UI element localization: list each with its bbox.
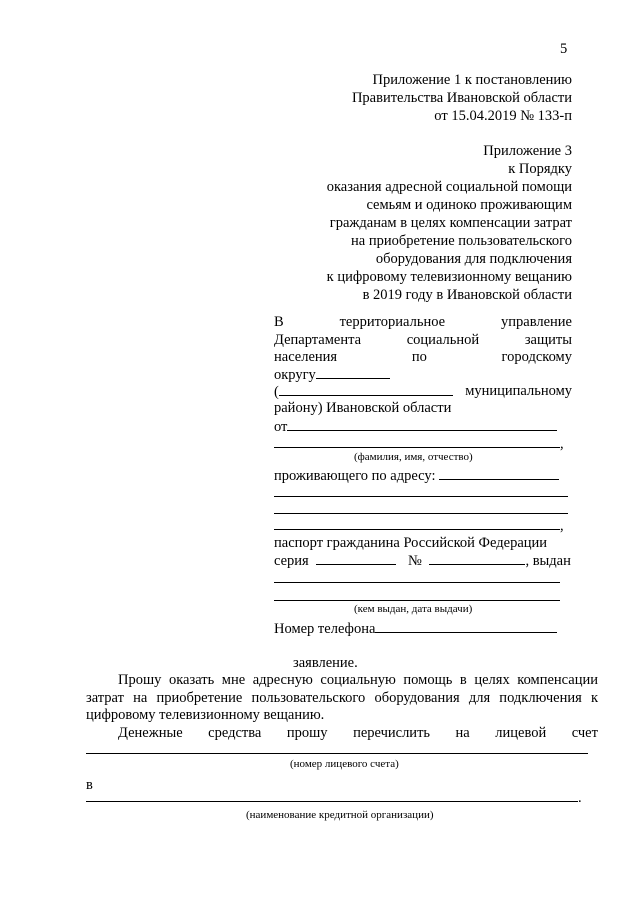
- address-field-1[interactable]: [439, 466, 559, 480]
- address-field-3[interactable]: [274, 513, 568, 514]
- addressee-row-6: району) Ивановской области: [274, 400, 452, 416]
- header-line-2: Правительства Ивановской области: [351, 90, 572, 106]
- series-field[interactable]: [316, 551, 396, 565]
- appendix-line: семьям и одиноко проживающим: [366, 197, 572, 213]
- appendix-line: в 2019 году в Ивановской области: [362, 287, 572, 303]
- addressee-row-3: населения по городскому: [274, 349, 572, 365]
- header-line-3: от 15.04.2019 № 133-п: [434, 108, 572, 124]
- bank-name-field[interactable]: [86, 788, 578, 802]
- passport-line: паспорт гражданина Российской Федерации: [274, 535, 548, 551]
- funds-row: Денежные средства прошу перечислить на лицевой счет: [118, 725, 598, 741]
- appendix-line: к цифровому телевизионному вещанию: [326, 269, 572, 285]
- addressee-row-1: В территориальное управление: [274, 314, 572, 330]
- paragraph-line-3: цифровому телевизионному вещанию.: [86, 707, 325, 723]
- addressee-row-5: ( муниципальному: [274, 383, 572, 400]
- appendix-line: оказания адресной социальной помощи: [326, 179, 572, 195]
- appendix-line: гражданам в целях компенсации затрат: [329, 215, 572, 231]
- in-label: в: [86, 777, 93, 793]
- address-field-2[interactable]: [274, 496, 568, 497]
- appendix-line: к Порядку: [508, 161, 572, 177]
- phone-row: Номер телефона: [274, 619, 557, 638]
- paragraph-line-1: Прошу оказать мне адресную социальную помощь в целях компенсации: [118, 672, 598, 688]
- district-field[interactable]: [316, 365, 390, 379]
- account-number-field[interactable]: [86, 753, 588, 754]
- address-field-4[interactable]: [274, 516, 560, 530]
- issued-field-2[interactable]: [274, 600, 560, 601]
- bank-caption: (наименование кредитной организации): [246, 809, 434, 821]
- account-caption: (номер лицевого счета): [290, 758, 399, 770]
- fio-field[interactable]: [274, 434, 560, 448]
- addressee-row-2: Департамента социальной защиты: [274, 332, 572, 348]
- bank-row: .: [86, 788, 582, 807]
- fio-caption: (фамилия, имя, отчество): [354, 451, 473, 463]
- appendix-line: на приобретение пользовательского: [351, 233, 572, 249]
- appendix-line: Приложение 3: [483, 143, 572, 159]
- statement-title: заявление.: [293, 655, 358, 671]
- number-field[interactable]: [429, 551, 525, 565]
- header-block: [272, 71, 572, 125]
- address-row: проживающего по адресу:: [274, 466, 559, 485]
- series-row: серия № , выдан: [274, 553, 571, 569]
- issued-caption: (кем выдан, дата выдачи): [354, 603, 473, 615]
- from-field[interactable]: [287, 417, 557, 431]
- addressee-row-4: округу: [274, 365, 390, 384]
- page-number: 5: [560, 41, 568, 57]
- appendix-block: [252, 142, 572, 304]
- fio-row: ,: [274, 434, 564, 453]
- phone-field[interactable]: [375, 619, 557, 633]
- header-line-1: Приложение 1 к постановлению: [372, 72, 572, 88]
- appendix-line: оборудования для подключения: [375, 251, 572, 267]
- paragraph-line-2: затрат на приобретение пользовательского оборудования для подключения к: [86, 690, 598, 706]
- municipality-field[interactable]: [279, 382, 453, 396]
- issued-field-1[interactable]: [274, 582, 560, 583]
- from-row: от: [274, 417, 557, 436]
- address-row-4: ,: [274, 516, 564, 535]
